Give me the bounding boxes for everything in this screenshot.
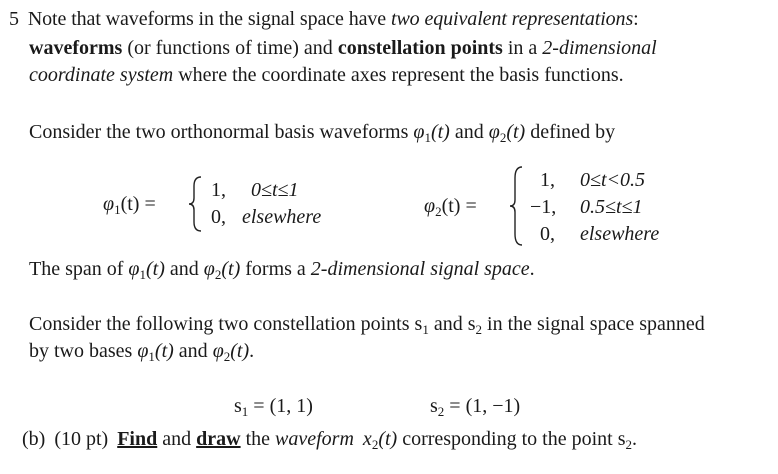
span-phi1-arg: (t) [146, 258, 165, 280]
constellation-line-1 [29, 313, 705, 338]
constellation-phi2-symbol: φ [212, 340, 224, 362]
question-and: and [162, 428, 192, 450]
constellation-s1-subscript: 1 [422, 322, 429, 337]
intro-bold-constellation: constellation points [337, 37, 503, 59]
phi1-case1-condition: 0≤t≤1 [251, 179, 299, 201]
intro-bold-waveforms: waveforms [29, 37, 123, 59]
phi2-symbol: φ [488, 121, 500, 143]
constellation-and-2: and [178, 340, 208, 362]
constellation-phi1-subscript: 1 [148, 349, 155, 364]
phi2-case3-condition: elsewhere [580, 223, 660, 245]
phi1-case1-value: 1, [211, 179, 226, 201]
constellation-and: and [433, 313, 463, 335]
question-label: (b) [22, 428, 46, 450]
question-period: . [632, 428, 638, 450]
span-phi2-symbol: φ [203, 258, 215, 280]
point-s1-subscript: 1 [241, 404, 249, 419]
phi1-subscript: 1 [424, 130, 431, 145]
phi1-brace [187, 174, 205, 234]
span-emph-signal-space: 2-dimensional signal space [310, 258, 530, 280]
point-s1-value: = (1, 1) [253, 395, 313, 417]
phi2-subscript: 2 [499, 130, 507, 145]
span-sentence [29, 258, 535, 283]
intro-text-axes: where the coordinate axes represent the basis functions. [178, 64, 624, 86]
constellation-text-2: in the signal space spanned [487, 313, 705, 335]
span-text-2: forms a [245, 258, 306, 280]
constellation-s2-symbol: s [467, 313, 476, 335]
phi2-def-arg: (t) = [441, 195, 477, 217]
constellation-text-3: by two bases [29, 340, 133, 362]
phi1-lhs [103, 193, 156, 218]
phi1-case2-condition: elsewhere [242, 206, 322, 228]
point-s1 [234, 395, 313, 420]
span-and: and [169, 258, 199, 280]
phi1-def-symbol: φ [103, 193, 115, 215]
span-phi1-subscript: 1 [139, 267, 146, 282]
phi1-def-subscript: 1 [114, 202, 121, 217]
question-b [22, 428, 637, 453]
span-period: . [529, 258, 535, 280]
intro-colon: : [633, 8, 639, 30]
question-x-symbol: x [362, 428, 372, 450]
problem-number: 5 [9, 8, 19, 30]
constellation-s2-subscript: 2 [475, 322, 483, 337]
intro-text-1: Note that waveforms in the signal space have [27, 8, 387, 30]
phi2-case1-condition: 0≤t<0.5 [580, 169, 646, 191]
phi1-arg: (t) [430, 121, 450, 143]
intro-line-2 [29, 37, 657, 60]
point-s2 [430, 395, 520, 420]
question-s-subscript: 2 [625, 437, 633, 452]
question-the: the [245, 428, 271, 450]
phi2-case2-value: −1, [530, 196, 557, 218]
question-text-2: corresponding to the point [402, 428, 613, 450]
point-s2-value: = (1, −1) [449, 395, 521, 417]
phi2-brace [508, 164, 526, 248]
constellation-s1-symbol: s [414, 313, 423, 335]
intro-text-functions: (or functions of time) and [127, 37, 333, 59]
span-phi2-arg: (t) [221, 258, 241, 280]
constellation-line-2 [29, 340, 254, 365]
question-find: Find [117, 428, 158, 450]
phi2-case2-condition: 0.5≤t≤1 [580, 196, 643, 218]
intro-emph-representations: two equivalent representations [390, 8, 634, 30]
phi1-case2-value: 0, [211, 206, 226, 228]
question-x-subscript: 2 [371, 437, 379, 452]
constellation-phi1-arg: (t) [154, 340, 174, 362]
question-draw: draw [196, 428, 241, 450]
constellation-period: . [249, 340, 255, 362]
intro-line-1 [9, 8, 639, 31]
constellation-text-1: Consider the following two constellation points [29, 313, 410, 335]
point-s2-subscript: 2 [437, 404, 445, 419]
question-x-arg: (t) [378, 428, 398, 450]
phi2-arg: (t) [506, 121, 526, 143]
phi2-def-subscript: 2 [435, 204, 442, 219]
phi2-lhs [424, 195, 477, 220]
phi2-case1-value: 1, [540, 169, 555, 191]
question-points: (10 pt) [54, 428, 109, 450]
intro-emph-coordinate-system: coordinate system [29, 64, 174, 86]
intro-emph-2d: 2-dimensional [542, 37, 657, 59]
span-phi1-symbol: φ [128, 258, 140, 280]
point-s2-symbol: s [430, 395, 438, 417]
constellation-phi1-symbol: φ [137, 340, 149, 362]
basis-sentence [29, 121, 615, 146]
span-text-1: The span of [29, 258, 124, 280]
basis-and: and [454, 121, 484, 143]
intro-text-in-a: in a [507, 37, 538, 59]
phi2-case3-value: 0, [540, 223, 555, 245]
phi2-def-symbol: φ [424, 195, 436, 217]
basis-text-1: Consider the two orthonormal basis waveforms [29, 121, 409, 143]
question-waveform: waveform [275, 428, 354, 450]
phi1-def-arg: (t) = [120, 193, 156, 215]
question-s-symbol: s [617, 428, 626, 450]
basis-text-2: defined by [530, 121, 616, 143]
constellation-phi2-subscript: 2 [223, 349, 231, 364]
point-s1-symbol: s [234, 395, 242, 417]
span-phi2-subscript: 2 [214, 267, 222, 282]
intro-line-3 [29, 64, 624, 87]
constellation-phi2-arg: (t) [230, 340, 250, 362]
phi1-symbol: φ [413, 121, 425, 143]
